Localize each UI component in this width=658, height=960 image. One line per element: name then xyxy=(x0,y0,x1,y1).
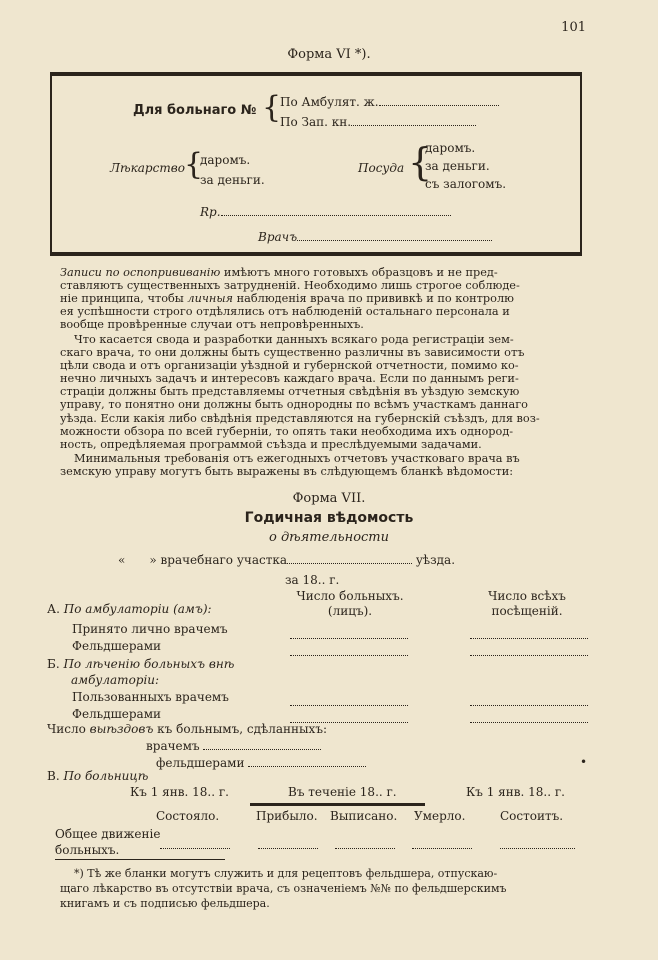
col-pribylo: Прибыло. xyxy=(256,809,318,823)
period-during: Въ теченіе 18.. г. xyxy=(288,785,397,799)
section-b: Б. По лѣченію больныхъ внѣ амбулаторіи: xyxy=(47,657,235,687)
section-v: В. По больницѣ xyxy=(47,769,149,783)
district-line: « » врачебнаго участка уѣзда. xyxy=(118,553,456,567)
brace-patient: { xyxy=(262,90,282,125)
stray-dot: • xyxy=(580,755,588,769)
medicine-opt-paid: за деньги. xyxy=(200,173,265,187)
col-umerlo: Умерло. xyxy=(414,809,466,823)
col-vypisano: Выписано. xyxy=(330,809,398,823)
trips-feldsher: фельдшерами xyxy=(156,756,366,770)
dots-a1-patients xyxy=(290,628,408,639)
dots-b1-patients xyxy=(290,695,408,706)
paragraph-2: Что касается свода и разработки данныхъ всякаго рода регистраціи зем- скаго врача, то они должны быть существенно различны въ зависимости отъ цѣли свода и отъ организаціи уѣздной и губернской отчетности, помимо ко- нечно личныхъ задачъ и интересовъ каждаго врача. Если по даннымъ реги- страціи должны быть представляемы отчетныя свѣдѣнія въ уѣздую земскую управу, то понятно они должны быть однородны по всѣмъ участкамъ даннаго уѣзда. Если какія либо свѣдѣнія представляются на губернскій съѣздъ, для воз- можности обзора по всей губерніи, то опять таки необходима ихъ однород- ность, опредѣляемая программой съѣзда и преслѣдуемыми задачами. xyxy=(60,333,540,451)
vessel-opt-deposit: съ залогомъ. xyxy=(425,177,507,191)
footnote-rule xyxy=(55,859,225,860)
year-line: за 18.. г. xyxy=(285,573,340,587)
row-a-feldsher: Фельдшерами xyxy=(72,639,162,653)
dots-mv-3 xyxy=(335,838,395,849)
paragraph-1: Записи по оспопрививанію имѣютъ много готовыхъ образцовъ и не пред- ставляютъ существенныхъ затрудненій. Необходимо лишь строгое соблюде- ніе принципа, чтобы личныя наблюденія врача по прививкѣ и по контролю ея успѣшности строго отдѣлялись отъ наблюденій остальнаго персонала и вообще провѣренные случаи отъ непровѣренныхъ. xyxy=(60,266,520,332)
period-start: Къ 1 янв. 18.. г. xyxy=(130,785,229,799)
dots-a2-visits xyxy=(470,645,588,656)
vessel-opt-paid: за деньги. xyxy=(425,159,490,173)
col-header-patients: Число больныхъ. (лицъ). xyxy=(296,589,404,618)
period-end: Къ 1 янв. 18.. г. xyxy=(466,785,565,799)
col-sostoit: Состоитъ. xyxy=(500,809,564,823)
page-number: 101 xyxy=(561,20,586,35)
dots-b1-visits xyxy=(470,695,588,706)
paragraph-3: Минимальныя требованія отъ ежегодныхъ отчетовъ участковаго врача въ земскую управу могутъ быть выражены въ слѣдующемъ бланкѣ вѣдомости: xyxy=(60,452,520,479)
form7-subheading: о дѣятельности xyxy=(268,530,390,545)
section-a: А. По амбулаторіи (амъ): xyxy=(47,602,212,616)
dots-b2-visits xyxy=(470,712,588,723)
trips-line: Число выѣздовъ къ больнымъ, сдѣланныхъ: xyxy=(47,722,327,736)
patient-label: Для больнаго № xyxy=(133,103,257,118)
dots-mv-2 xyxy=(258,838,318,849)
patient-opt-ambulatory: По Амбулят. ж. xyxy=(280,95,499,109)
brace-medicine: { xyxy=(184,147,204,182)
dots-mv-4 xyxy=(412,838,472,849)
col-sostoyalo: Состояло. xyxy=(156,809,220,823)
vessel-label: Посуда xyxy=(358,161,405,175)
row-b-doctor: Пользованныхъ врачемъ xyxy=(72,690,229,704)
vessel-opt-free: даромъ. xyxy=(425,141,476,155)
dots-a1-visits xyxy=(470,628,588,639)
medicine-opt-free: даромъ. xyxy=(200,153,251,167)
row-a-doctor: Принято лично врачемъ xyxy=(72,622,228,636)
footnote: *) Тѣ же бланки могутъ служить и для рецептовъ фельдшера, отпускаю- щаго лѣкарство въ отсутствіи врача, съ означеніемъ №№ по фельдшерскимъ книгамъ и съ подписью фельдшера. xyxy=(60,867,507,910)
doctor-signature-label: Врачъ xyxy=(258,230,492,244)
rp-label: Rp. xyxy=(200,205,451,219)
patient-opt-journal: По Зап. кн. xyxy=(280,115,476,129)
period-rule xyxy=(250,803,425,806)
dots-mv-1 xyxy=(160,838,230,849)
dots-mv-5 xyxy=(500,838,575,849)
form6-title: Форма VI *). xyxy=(287,47,371,62)
medicine-label: Лѣкарство xyxy=(110,161,185,175)
form7-title: Форма VII. xyxy=(292,491,366,506)
col-header-visits: Число всѣхъ посѣщеній. xyxy=(488,589,566,618)
form7-heading: Годичная вѣдомость xyxy=(244,510,414,526)
dots-a2-patients xyxy=(290,645,408,656)
row-b-feldsher: Фельдшерами xyxy=(72,707,162,721)
trips-doctor: врачемъ xyxy=(146,739,321,753)
brace-vessel: { xyxy=(408,140,433,184)
movement-label: Общее движеніе больныхъ. xyxy=(55,827,161,857)
